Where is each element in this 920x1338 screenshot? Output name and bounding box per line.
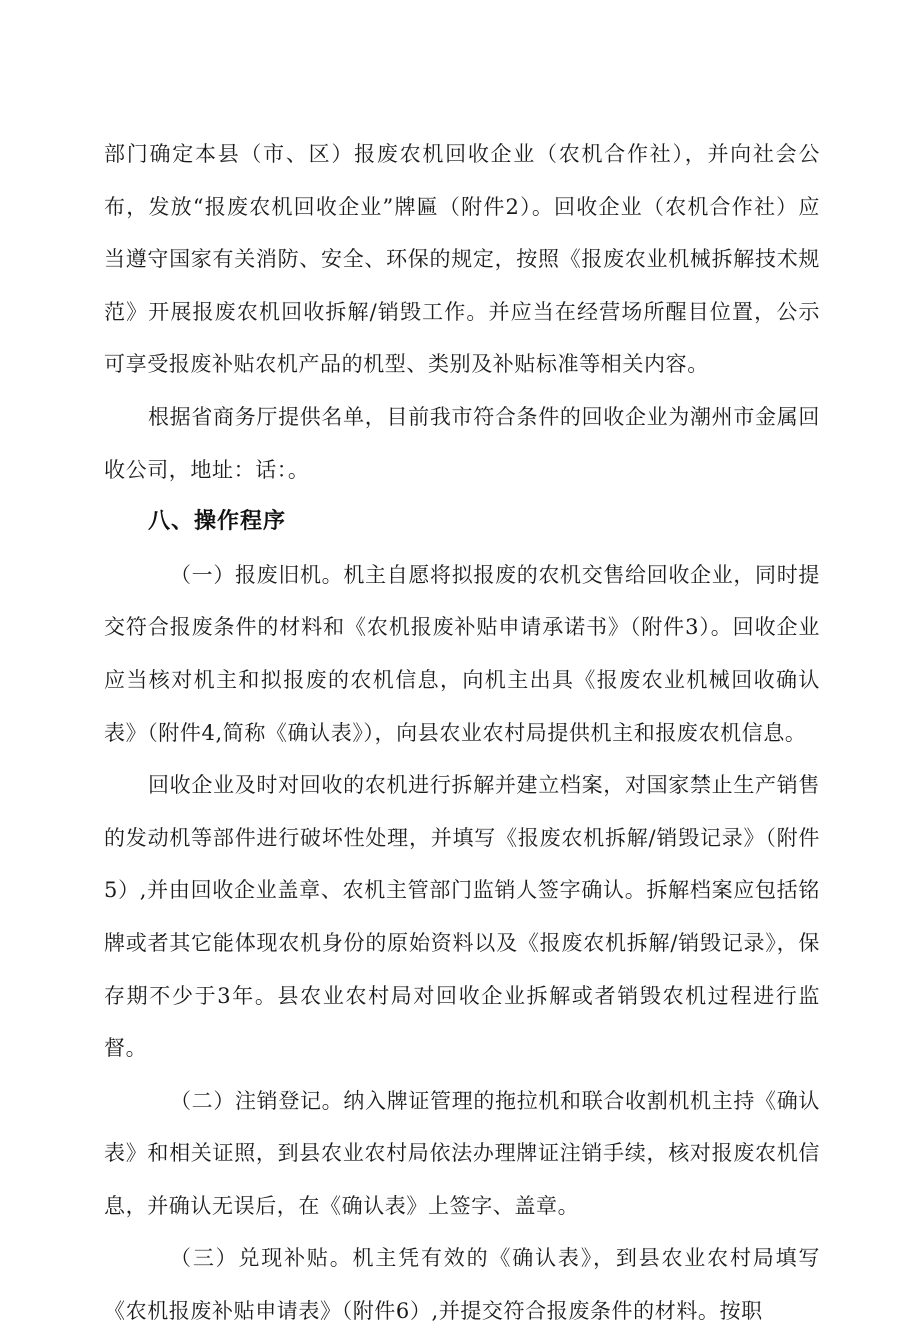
paragraph-enterprise-list: 根据省商务厅提供名单，目前我市符合条件的回收企业为潮州市金属回收公司，地址：话：。: [104, 404, 820, 482]
paragraph-scrap-old-machine: （一）报废旧机。机主自愿将拟报废的农机交售给回收企业，同时提交符合报废条件的材料和《农机报废补贴申请承诺书》（附件3）。回收企业应当核对机主和拟报废的农机信息，向机主出具《报废农业机械回收确认表》（附件4,简称《确认表》），向县农业农村局提供机主和报废农机信息。: [104, 562, 820, 745]
section-heading-procedure: 八、操作程序: [148, 509, 287, 535]
paragraph-subsidy-payment: （三）兑现补贴。机主凭有效的《确认表》，到县农业农村局填写《农机报废补贴申请表》（附件6）,并提交符合报废条件的材料。按职: [104, 1246, 820, 1324]
paragraph-deregistration: （二）注销登记。纳入牌证管理的拖拉机和联合收割机机主持《确认表》和相关证照，到县农业农村局依法办理牌证注销手续，核对报废农机信息，并确认无误后，在《确认表》上签字、盖章。: [104, 1088, 820, 1218]
document-body: [104, 128, 820, 1338]
paragraph-recycling-enterprise: 部门确定本县（市、区）报废农机回收企业（农机合作社），并向社会公布，发放“报废农机回收企业”牌匾（附件2）。回收企业（农机合作社）应当遵守国家有关消防、安全、环保的规定，按照《报废农业机械拆解技术规范》开展报废农机回收拆解/销毁工作。并应当在经营场所醒目位置，公示可享受报废补贴农机产品的机型、类别及补贴标准等相关内容。: [104, 142, 820, 377]
paragraph-dismantling-archive: 回收企业及时对回收的农机进行拆解并建立档案，对国家禁止生产销售的发动机等部件进行破坏性处理，并填写《报废农机拆解/销毁记录》（附件5）,并由回收企业盖章、农机主管部门监销人签字确认。拆解档案应包括铭牌或者其它能体现农机身份的原始资料以及《报废农机拆解/销毁记录》，保存期不少于3年。县农业农村局对回收企业拆解或者销毁农机过程进行监督。: [104, 773, 820, 1061]
